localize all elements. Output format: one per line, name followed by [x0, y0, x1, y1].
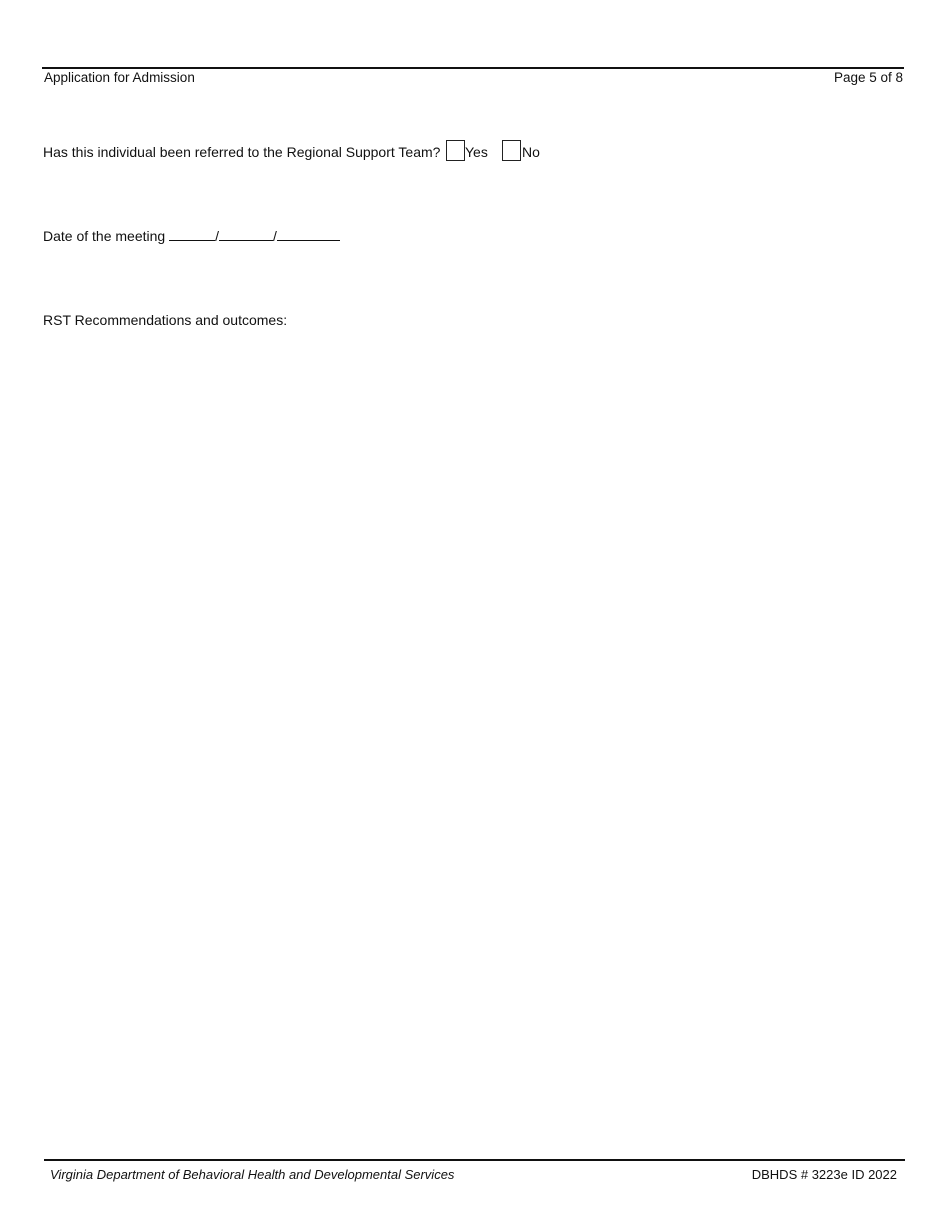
header-title: Application for Admission [44, 70, 195, 85]
rst-question-label: Has this individual been referred to the Regional Support Team? [43, 144, 441, 160]
meeting-date-year-field[interactable] [277, 228, 340, 241]
meeting-date-label: Date of the meeting [43, 228, 166, 244]
rst-no-checkbox[interactable] [502, 140, 521, 161]
rst-yes-checkbox[interactable] [446, 140, 465, 161]
page-number: Page 5 of 8 [833, 70, 903, 85]
footer-rule [44, 1159, 905, 1161]
footer-agency: Virginia Department of Behavioral Health and Developmental Services [50, 1167, 455, 1182]
header-rule [42, 67, 904, 69]
rst-no-label: No [522, 144, 540, 160]
meeting-date-row [43, 228, 340, 244]
meeting-date-month-field[interactable] [169, 228, 215, 241]
rst-recommendations-area[interactable] [43, 336, 904, 1136]
rst-recommendations-label: RST Recommendations and outcomes: [43, 312, 288, 328]
date-separator: / [215, 228, 219, 244]
meeting-date-day-field[interactable] [219, 228, 273, 241]
footer-form-id: DBHDS # 3223e ID 2022 [751, 1167, 897, 1182]
rst-yes-label: Yes [465, 144, 488, 160]
date-separator: / [272, 228, 277, 244]
